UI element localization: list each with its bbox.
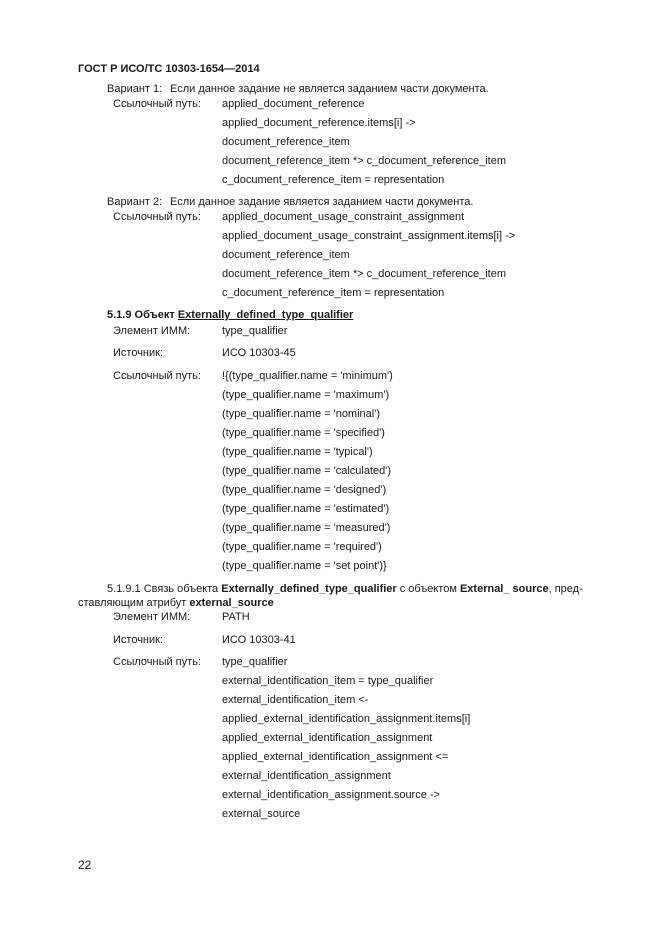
- section-number: 5.1.9.1: [107, 583, 141, 595]
- section-entity-name: Externally_defined_type_qualifier: [177, 309, 354, 321]
- section-entity-name: Externally_defined_type_qualifier: [221, 583, 397, 595]
- page-number: 22: [78, 858, 92, 872]
- external-path-line: applied_external_identification_assignment.items[i]: [222, 713, 471, 725]
- external-path-line: external_identification_item <-: [222, 694, 369, 706]
- variant1-path-line: applied_document_reference.items[i] ->: [222, 117, 416, 129]
- variant1-path-line: document_reference_item: [222, 136, 350, 148]
- section-text: Связь объекта: [143, 583, 219, 595]
- qualifier-path-line: (type_qualifier.name = 'set point')}: [222, 560, 387, 572]
- path-label: Ссылочный путь:: [113, 656, 201, 668]
- variant1-path-line: c_document_reference_item = representation: [222, 174, 445, 186]
- qualifier-path-line: !{(type_qualifier.name = 'minimum'): [222, 370, 393, 382]
- aim-element-value: type_qualifier: [222, 325, 288, 337]
- section-attribute-name: external_source: [189, 597, 274, 609]
- section-prefix: Объект: [134, 309, 175, 321]
- section-text: , пред-: [548, 583, 583, 595]
- variant2-path-line: c_document_reference_item = representation: [222, 287, 445, 299]
- qualifier-path-line: (type_qualifier.name = 'designed'): [222, 484, 387, 496]
- section-target-name: External_ source: [459, 583, 549, 595]
- qualifier-path-line: (type_qualifier.name = 'typical'): [222, 446, 373, 458]
- source-label: Источник:: [113, 347, 164, 359]
- section-5-1-9-1-heading: [107, 582, 583, 596]
- qualifier-path-line: (type_qualifier.name = 'calculated'): [222, 465, 391, 477]
- variant1-label: Вариант 1:: [107, 83, 163, 95]
- external-path-line: applied_external_identification_assignment: [222, 732, 433, 744]
- section-5-1-9-heading: [107, 308, 353, 322]
- section-number: 5.1.9: [107, 309, 132, 321]
- variant2-path-label: Ссылочный путь:: [113, 211, 201, 223]
- qualifier-path-line: (type_qualifier.name = 'measured'): [222, 522, 391, 534]
- variant2-path-line: document_reference_item *> c_document_reference_item: [222, 268, 507, 280]
- variant2-path-line: applied_document_usage_constraint_assignment: [222, 211, 465, 223]
- aim-element-value: PATH: [222, 611, 250, 623]
- document-header: ГОСТ Р ИСО/ТС 10303-1654—2014: [78, 63, 260, 75]
- variant2-path-line: applied_document_usage_constraint_assignment.items[i] ->: [222, 230, 516, 242]
- variant1-path-line: document_reference_item *> c_document_reference_item: [222, 155, 507, 167]
- external-path-line: applied_external_identification_assignment <=: [222, 751, 449, 763]
- source-value: ИСО 10303-41: [222, 634, 296, 646]
- qualifier-path-line: (type_qualifier.name = 'nominal'): [222, 408, 380, 420]
- external-path-line: external_source: [222, 808, 301, 820]
- aim-element-label: Элемент ИММ:: [113, 611, 191, 623]
- variant2-label: Вариант 2:: [107, 196, 163, 208]
- section-text: с объектом: [399, 583, 457, 595]
- section-text: ставляющим атрибут: [78, 597, 187, 609]
- external-path-line: external_identification_assignment: [222, 770, 391, 782]
- external-path-line: type_qualifier: [222, 656, 288, 668]
- source-value: ИСО 10303-45: [222, 347, 296, 359]
- qualifier-path-line: (type_qualifier.name = 'specified'): [222, 427, 385, 439]
- variant1-path-label: Ссылочный путь:: [113, 98, 201, 110]
- variant1-path-line: applied_document_reference: [222, 98, 365, 110]
- variant1-text: Если данное задание не является заданием части документа.: [170, 83, 489, 95]
- external-path-line: external_identification_item = type_qualifier: [222, 675, 434, 687]
- qualifier-path-line: (type_qualifier.name = 'estimated'): [222, 503, 390, 515]
- variant2-text: Если данное задание является заданием части документа.: [170, 196, 474, 208]
- path-label: Ссылочный путь:: [113, 370, 201, 382]
- section-5-1-9-1-heading-cont: [78, 596, 274, 610]
- variant2-path-line: document_reference_item: [222, 249, 350, 261]
- external-path-line: external_identification_assignment.source ->: [222, 789, 440, 801]
- qualifier-path-line: (type_qualifier.name = 'maximum'): [222, 389, 390, 401]
- qualifier-path-line: (type_qualifier.name = 'required'): [222, 541, 382, 553]
- source-label: Источник:: [113, 634, 164, 646]
- aim-element-label: Элемент ИММ:: [113, 325, 191, 337]
